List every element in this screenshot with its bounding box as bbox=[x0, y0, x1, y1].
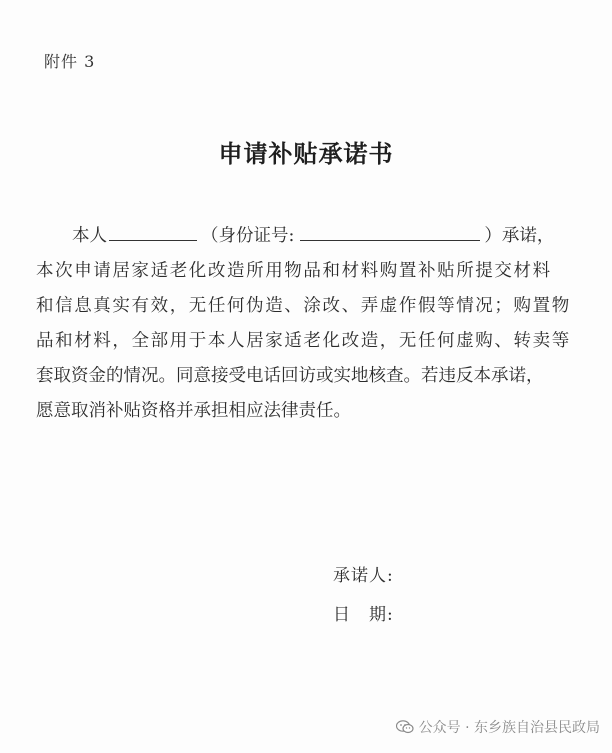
date-label: 日 期: bbox=[333, 605, 394, 625]
watermark-text: 公众号 · 东乡族自治县民政局 bbox=[418, 720, 600, 736]
watermark bbox=[396, 717, 600, 737]
id-number-label: （身份证号: bbox=[201, 226, 295, 246]
pledge-line-2: 本次申请居家适老化改造所用物品和材料购置补贴所提交材料 bbox=[36, 261, 552, 281]
document-title: 申请补贴承诺书 bbox=[218, 139, 394, 168]
pledge-line-1 bbox=[36, 219, 581, 254]
pledge-line-4: 品和材料，全部用于本人居家适老化改造，无任何虚购、转卖等 bbox=[36, 331, 571, 351]
pledge-body bbox=[36, 219, 581, 429]
attachment-label: 附件 3 bbox=[44, 52, 96, 71]
id-number-blank bbox=[300, 222, 480, 241]
pledge-line-6: 愿意取消补贴资格并承担相应法律责任。 bbox=[36, 401, 351, 421]
pledge-subject-label: 本人 bbox=[72, 226, 107, 246]
pledge-line-5: 套取资金的情况。同意接受电话回访或实地核查。若违反本承诺， bbox=[36, 366, 544, 386]
wechat-official-account-icon bbox=[396, 720, 414, 734]
promiser-signature-label: 承诺人: bbox=[333, 566, 394, 586]
name-blank bbox=[109, 222, 197, 241]
pledge-verb: ）承诺， bbox=[484, 226, 555, 246]
pledge-line-3: 和信息真实有效，无任何伪造、涂改、弄虚作假等情况；购置物 bbox=[36, 296, 571, 316]
